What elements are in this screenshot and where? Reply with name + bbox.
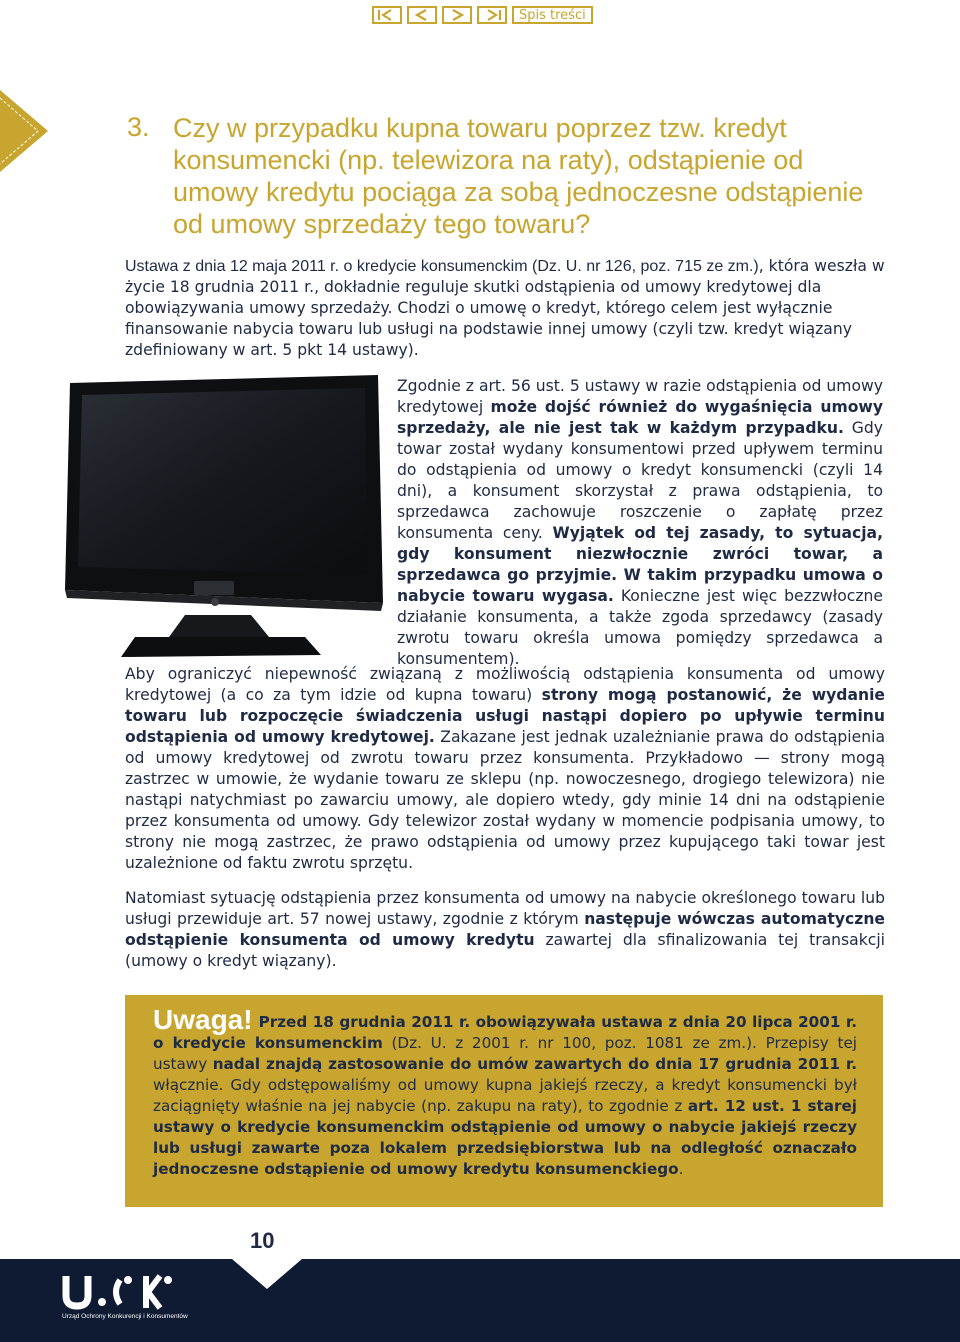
- last-text-1: Natomiast sytuację odstąpienia przez konsumenta od umowy na nabycie określonego towaru lub usługi przewiduje art. 57 nowej ustawy, zgodnie z którym: [125, 889, 885, 928]
- note-box: [125, 995, 883, 1207]
- question-number: 3.: [127, 112, 150, 142]
- main-text-1: Aby ograniczyć niepewność związaną z możliwością odstąpienia konsumenta od umowy kredytowej (a co za tym idzie od kupna towaru): [125, 665, 885, 704]
- uokik-logo: [62, 1272, 184, 1312]
- logo-caption: Urząd Ochrony Konkurencji i Konsumentów: [62, 1313, 188, 1320]
- note-bold-1: Przed 18 grudnia 2011 r. obowiązywała ustawa z dnia 20 lipca 2001 r. o kredycie konsumenckim: [153, 1013, 857, 1052]
- right-text-3: Konieczne jest więc bezzwłoczne działanie konsumenta, a także zgoda sprzedawcy (zasady zwrotu towaru określa umowa pomiędzy sprzedawca a konsumentem).: [397, 587, 883, 668]
- right-arrow-icon: [446, 9, 468, 21]
- intro-paragraph: [125, 256, 885, 361]
- note-bold-2: nadal znajdą zastosowanie do umów zawartych do dnia 17 grudnia 2011 r.: [212, 1055, 857, 1073]
- main-paragraph: [125, 664, 885, 874]
- last-paragraph: [125, 888, 885, 972]
- right-text-2: Gdy towar został wydany konsumentowi przed upływem terminu do odstąpienia od umowy o kredyt konsumencki (czyli 14 dni), a konsument skorzystał z prawa odstąpienia, to sprzedawca zachowuje roszczenie o zapłatę przez konsumenta ceny.: [397, 419, 883, 542]
- intro-text: , która weszła w życie 18 grudnia 2011 r., dokładnie reguluje skutki odstąpienia od umowy kredytowej dla obowiązywania umowy sprzedaży. Chodzi o umowę o kredyt, którego celem jest wyłącznie finansowanie nabycia towaru lub usługi na podstawie innej umowy (czyli tzw. kredyt wiązany zdefiniowany w art. 5 pkt 14 ustawy).: [125, 257, 885, 359]
- note-bold-3: art. 12 ust. 1 starej ustawy o kredycie konsumenckim odstąpienie od umowy o nabycie jakiejś rzeczy lub usługi zawarte poza lokalem przedsiębiorstwa lub na odległość oznaczało jednoczesne odstąpienie od umowy kredytu konsumenckiego: [153, 1097, 857, 1178]
- double-right-arrow-icon: [481, 9, 503, 21]
- law-reference: Ustawa z dnia 12 maja 2011 r. o kredycie konsumenckim (Dz. U. nr 126, poz. 715 ze zm.): [125, 258, 759, 275]
- last-text-2: zawartej dla sfinalizowania tej transakcji (umowy o kredyt wiązany).: [125, 931, 885, 970]
- next-page-button[interactable]: [442, 6, 472, 24]
- page-number: 10: [250, 1228, 275, 1253]
- note-heading: Uwaga!: [153, 1004, 253, 1035]
- section-arrow-icon: [0, 90, 52, 172]
- last-bold-1: następuje wówczas automatyczne odstąpienie konsumenta od umowy kredytu: [125, 910, 885, 949]
- top-navigation: [372, 6, 593, 24]
- previous-page-button[interactable]: [407, 6, 437, 24]
- main-bold-1: strony mogą postanowić, że wydanie towaru lub rozpoczęcie świadczenia usługi nastąpi dopiero po upływie terminu odstąpienia od umowy kredytowej.: [125, 686, 885, 746]
- first-page-button[interactable]: [372, 6, 402, 24]
- note-text: [153, 1004, 858, 1180]
- question-title: Czy w przypadku kupna towaru poprzez tzw. kredyt konsumencki (np. telewizora na raty), odstąpienie od umowy kredytu pociąga za sobą jednoczesne odstąpienie od umowy sprzedaży tego towaru?: [173, 113, 864, 239]
- right-text-1: Zgodnie z art. 56 ust. 5 ustawy w razie odstąpienia od umowy kredytowej: [397, 377, 883, 416]
- last-page-button[interactable]: [477, 6, 507, 24]
- left-arrow-icon: [411, 9, 433, 21]
- note-text-2: włącznie. Gdy odstępowaliśmy od umowy kupna jakiejś rzeczy, a kredyt konsumencki był zaciągnięty właśnie na jej nabycie (np. zakupu na raty), to zgodnie z: [153, 1076, 857, 1115]
- double-left-arrow-icon: [376, 9, 398, 21]
- table-of-contents-button[interactable]: Spis treści: [512, 6, 593, 24]
- right-bold-2: Wyjątek od tej zasady, to sytuacja, gdy konsument niezwłocznie zwróci towar, a sprzedawca go przyjmie. W takim przypadku umowa o nabycie towaru wygasa.: [397, 524, 884, 605]
- note-text-3: .: [678, 1160, 684, 1178]
- note-text-1: (Dz. U. z 2001 r. nr 100, poz. 1081 ze zm.). Przepisy tej ustawy: [153, 1034, 858, 1073]
- right-paragraph: [397, 376, 883, 670]
- right-bold-1: może dojść również do wygaśnięcia umowy sprzedaży, ale nie jest tak w każdym przypadku.: [397, 398, 883, 437]
- television-image: [65, 375, 383, 660]
- main-text-2: Zakazane jest jednak uzależnianie prawa do odstąpienia od umowy kredytowej od zwrotu towaru przez konsumenta. Przykładowo — strony mogą zastrzec w umowie, że wydanie towaru ze sklepu (np. nowoczesnego, drogiego telewizora) nie nastąpi natychmiast po zawarciu umowy, ale dopiero wtedy, gdy minie 14 dni na odstąpienie przez konsumenta od umowy. Gdy telewizor został wydany w momencie podpisania umowy, to strony nie mogą zastrzec, że prawo odstąpienia od umowy przez kupującego taki towar jest uzależnione od faktu zwrotu sprzętu.: [125, 728, 885, 872]
